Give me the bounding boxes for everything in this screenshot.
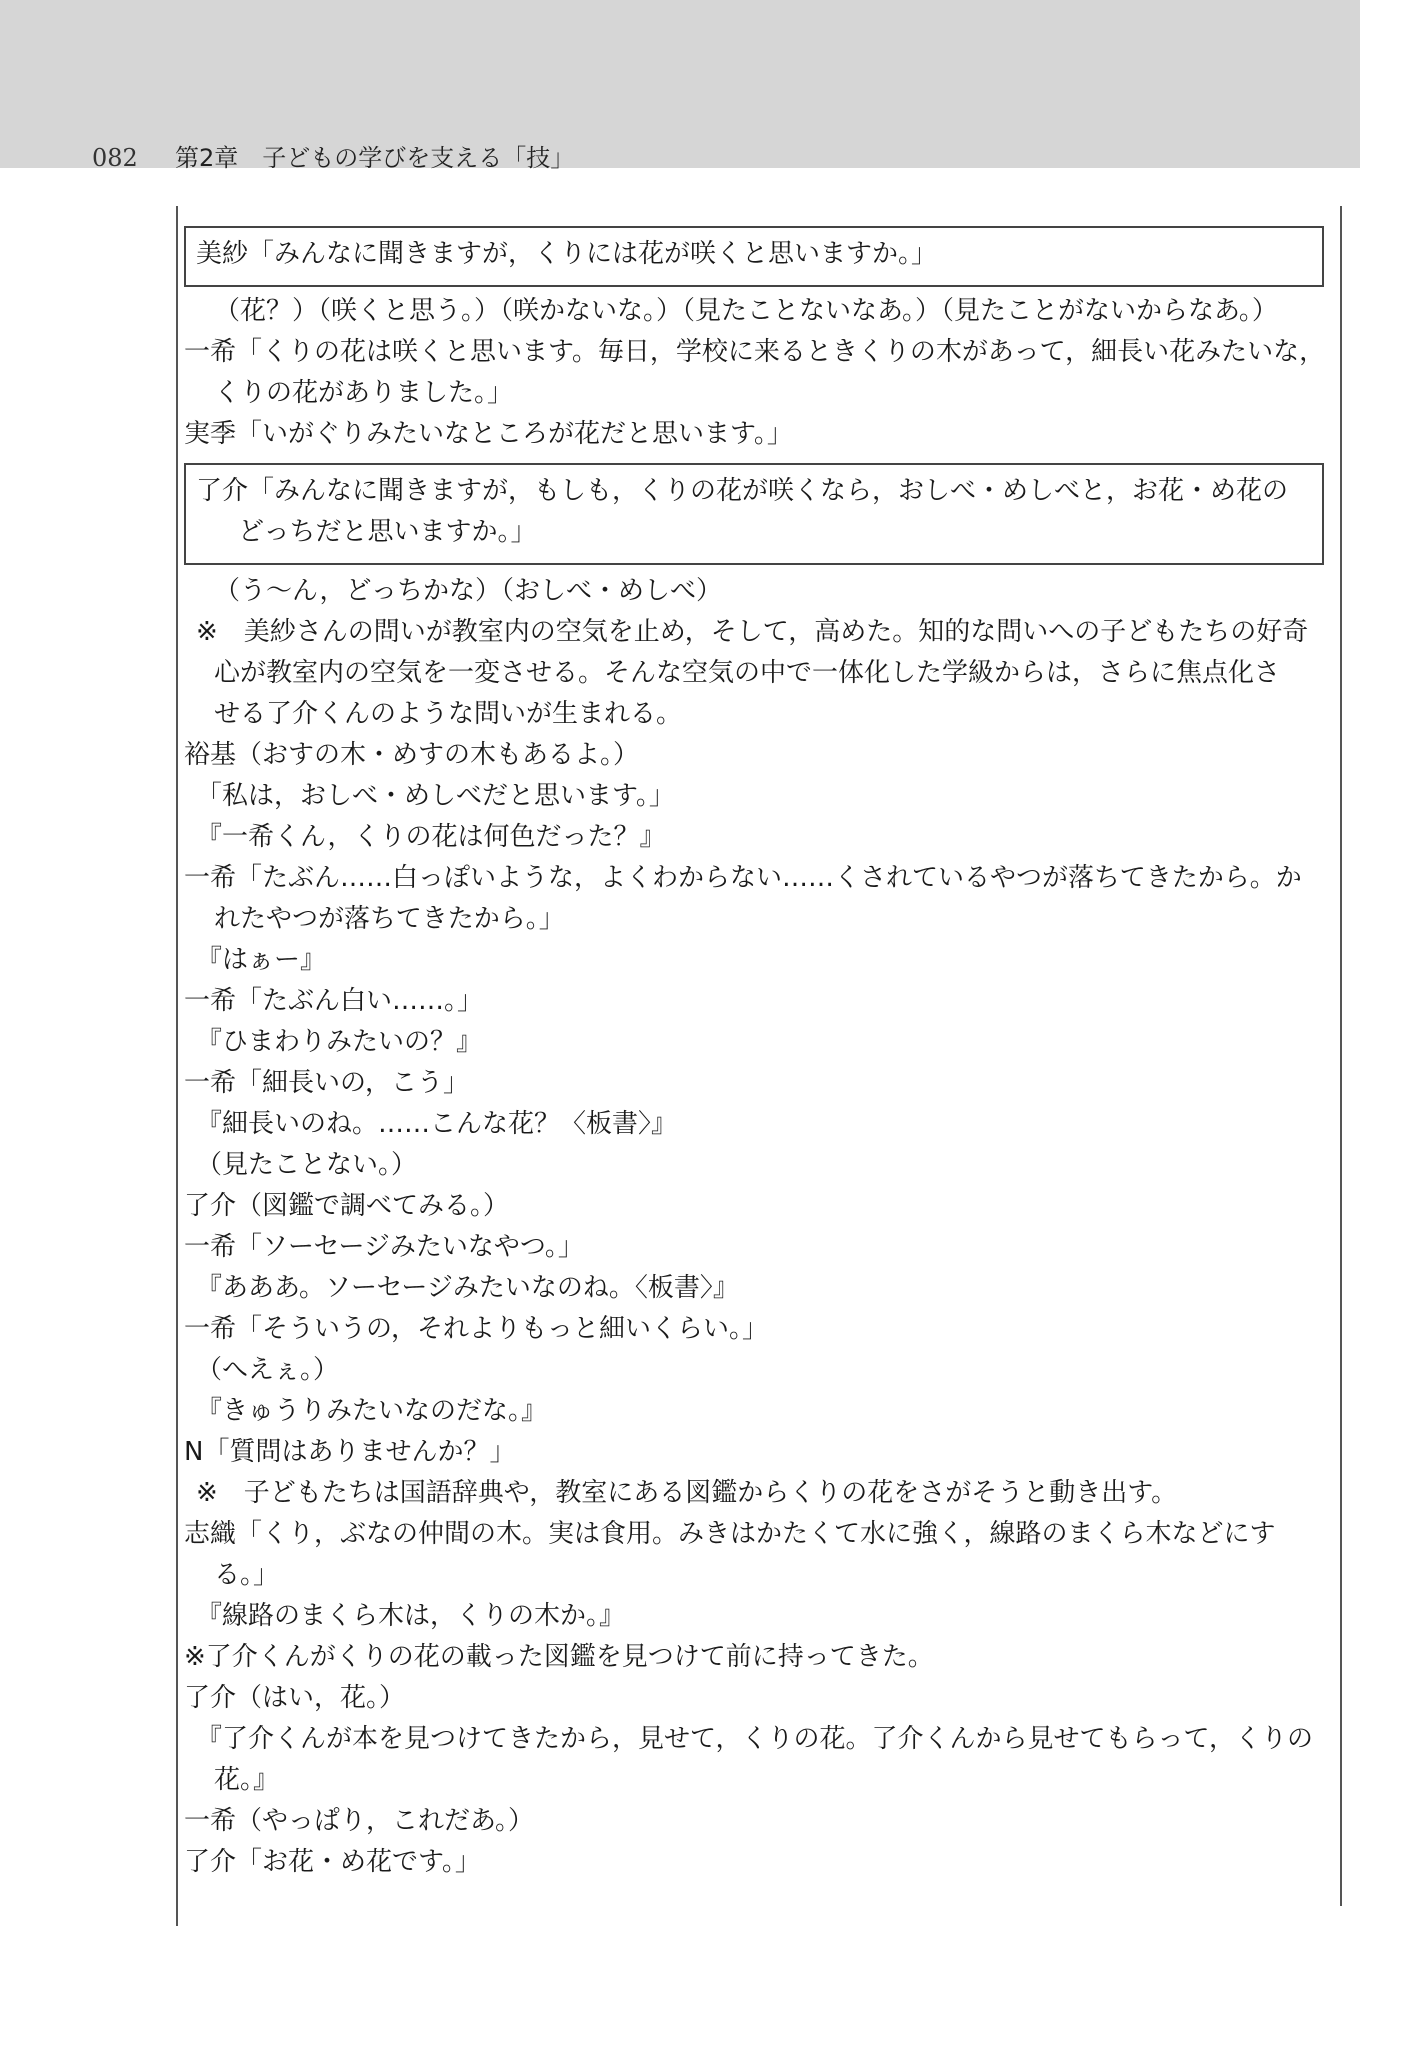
text-line: 一希「そういうの，それよりもっと細いくらい。」 bbox=[184, 1314, 768, 1344]
text-line: 裕基（おすの木・めすの木もあるよ。） bbox=[184, 740, 640, 770]
page-number: 082 bbox=[92, 144, 138, 172]
text-line: 『線路のまくら木は，くりの木か。』 bbox=[196, 1601, 626, 1631]
text-line: 実季「いがぐりみたいなところが花だと思います。」 bbox=[184, 419, 793, 449]
boxed-question-1 bbox=[184, 226, 1324, 287]
frame-right-rule bbox=[1340, 206, 1342, 1906]
note-line: ※ 美紗さんの問いが教室内の空気を止め，そして，高めた。知的な問いへの子どもたちの好奇 bbox=[196, 617, 1309, 647]
note-line: 心が教室内の空気を一変させる。そんな空気の中で一体化した学級からは，さらに焦点化さ bbox=[214, 658, 1281, 688]
frame-left-rule bbox=[176, 206, 178, 1926]
text-line: （へえぇ。） bbox=[196, 1355, 340, 1385]
text-line: 一希「細長いの，こう」 bbox=[184, 1068, 469, 1098]
boxed-question-2 bbox=[184, 463, 1324, 565]
transcript bbox=[184, 226, 1334, 1883]
text-line: 『了介くんが本を見つけてきたから，見せて，くりの花。了介くんから見せてもらって，くりの bbox=[196, 1724, 1313, 1754]
text-line: 了介「みんなに聞きますが，もしも，くりの花が咲くなら，おしべ・めしべと，お花・め花の bbox=[196, 476, 1289, 506]
text-line: 「私は，おしべ・めしべだと思います。」 bbox=[196, 781, 675, 811]
text-line: 一希「ソーセージみたいなやつ。」 bbox=[184, 1232, 584, 1262]
text-line: 了介（図鑑で調べてみる。） bbox=[184, 1191, 510, 1221]
text-line: 『きゅうりみたいなのだな。』 bbox=[196, 1396, 548, 1426]
text-line: 志織「くり，ぶなの仲間の木。実は食用。みきはかたくて水に強く，線路のまくら木などにす bbox=[184, 1519, 1276, 1549]
text-line: 了介（はい，花。） bbox=[184, 1683, 406, 1713]
text-line: 『一希くん，くりの花は何色だった？』 bbox=[196, 822, 666, 852]
text-line: くりの花がありました。」 bbox=[214, 378, 514, 408]
text-line: る。」 bbox=[214, 1560, 280, 1590]
text-line: れたやつが落ちてきたから。」 bbox=[214, 904, 565, 934]
text-line: （花？）（咲くと思う。）（咲かないな。）（見たことないなあ。）（見たことがないからなあ。） bbox=[214, 296, 1278, 326]
text-line: N「質問はありませんか？」 bbox=[184, 1437, 516, 1467]
text-line: 『はぁー』 bbox=[196, 945, 327, 975]
text-line: 一希「たぶん……白っぽいような，よくわからない……くされているやつが落ちてきたから。か bbox=[184, 863, 1302, 893]
text-line: （見たことない。） bbox=[196, 1150, 418, 1180]
note-line: ※了介くんがくりの花の載った図鑑を見つけて前に持ってきた。 bbox=[184, 1642, 934, 1672]
text-line: 『細長いのね。……こんな花？〈板書〉』 bbox=[196, 1109, 678, 1139]
text-line: 了介「お花・め花です。」 bbox=[184, 1847, 481, 1877]
text-line: 花。』 bbox=[214, 1765, 280, 1795]
note-line: ※ 子どもたちは国語辞典や，教室にある図鑑からくりの花をさがそうと動き出す。 bbox=[196, 1478, 1178, 1508]
text-line: 美紗「みんなに聞きますが，くりには花が咲くと思いますか。」 bbox=[196, 239, 938, 269]
chapter-title: 第2章 子どもの学びを支える「技」 bbox=[175, 144, 575, 172]
text-line: 『あああ。ソーセージみたいなのね。〈板書〉』 bbox=[196, 1273, 739, 1303]
text-line: （う～ん，どっちかな）（おしべ・めしべ） bbox=[214, 576, 723, 606]
text-line: 一希「たぶん白い……。」 bbox=[184, 986, 484, 1016]
text-line: 『ひまわりみたいの？』 bbox=[196, 1027, 483, 1057]
text-line: 一希「くりの花は咲くと思います。毎日，学校に来るときくりの木があって，細長い花みたいな， bbox=[184, 337, 1326, 367]
text-line: どっちだと思いますか。」 bbox=[238, 517, 537, 547]
text-line: 一希（やっぱり，これだあ。） bbox=[184, 1806, 534, 1836]
note-line: せる了介くんのような問いが生まれる。 bbox=[214, 699, 683, 729]
